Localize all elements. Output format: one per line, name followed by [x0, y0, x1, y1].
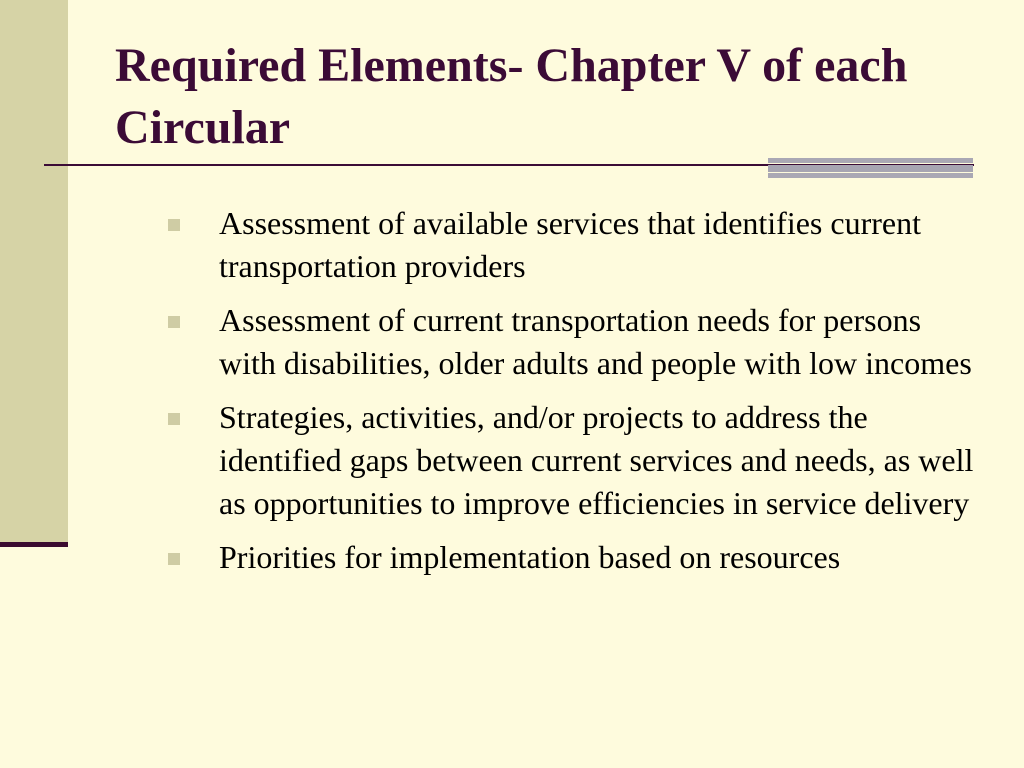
bullet-text: Assessment of current transportation needs for persons with disabilities, older adults and people with low incomes: [219, 302, 972, 381]
left-band-accent-line: [0, 542, 68, 547]
divider-accent-bar: [768, 165, 973, 172]
square-bullet-icon: [168, 219, 180, 231]
bullet-item: [164, 536, 974, 579]
bullet-text: Strategies, activities, and/or projects to address the identified gaps between current services and needs, as well as opportunities to improve efficiencies in service delivery: [219, 399, 974, 521]
slide-title: Required Elements- Chapter V of each Circular: [115, 39, 908, 154]
divider-accent-bar: [768, 173, 973, 178]
bullet-list: [164, 202, 974, 590]
square-bullet-icon: [168, 553, 180, 565]
square-bullet-icon: [168, 316, 180, 328]
divider-accent-bar: [768, 158, 973, 163]
bullet-item: [164, 299, 974, 385]
left-decorative-band: [0, 0, 68, 546]
bullet-text: Priorities for implementation based on resources: [219, 539, 841, 575]
bullet-item: [164, 396, 974, 525]
square-bullet-icon: [168, 413, 180, 425]
bullet-text: Assessment of available services that identifies current transportation providers: [219, 205, 921, 284]
bullet-item: [164, 202, 974, 288]
title-divider-accent: [768, 158, 973, 178]
